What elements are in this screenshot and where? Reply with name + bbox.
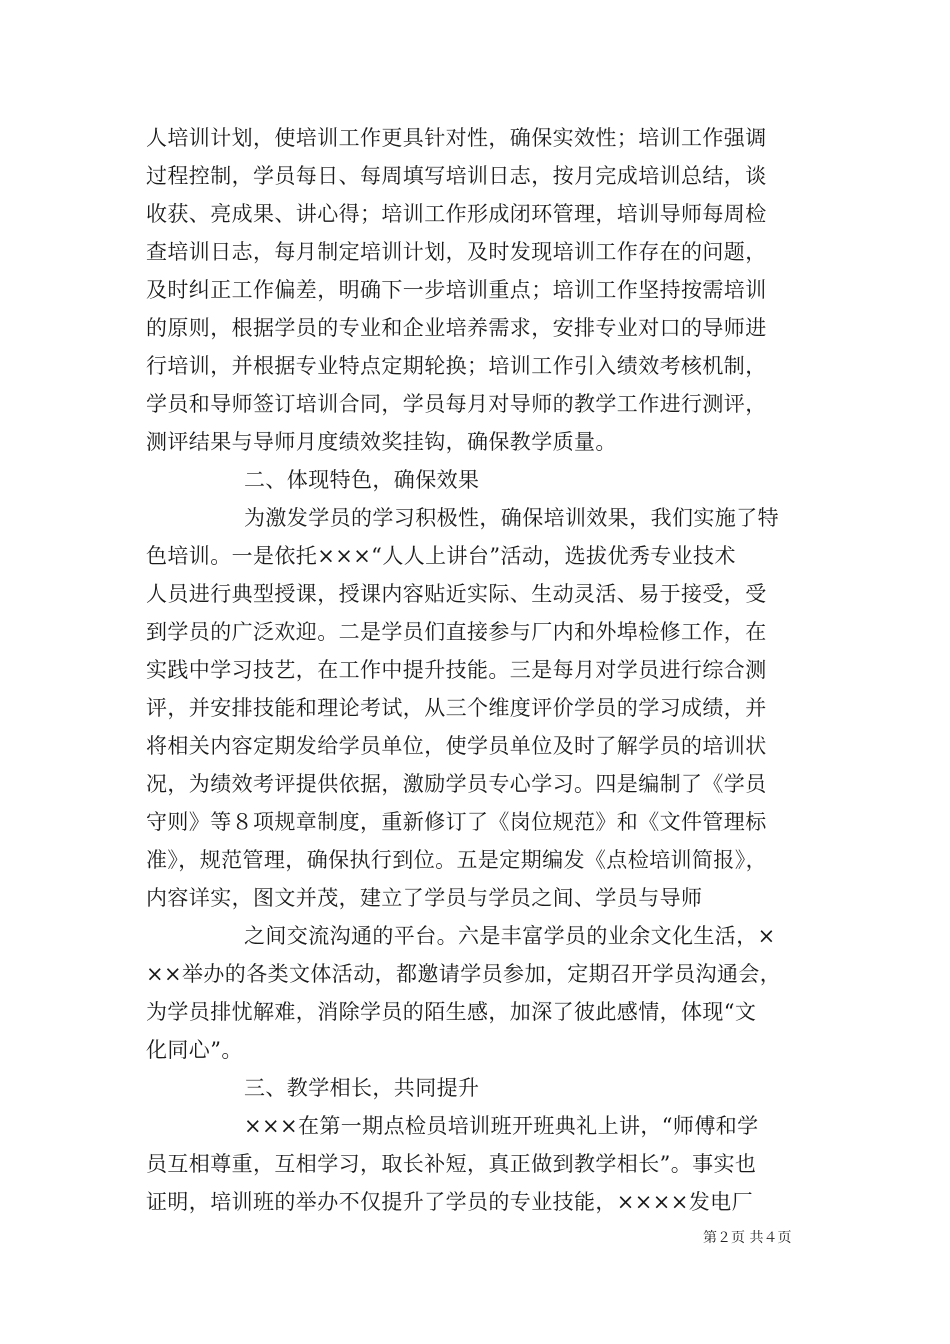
text-line: ××举办的各类文体活动，都邀请学员参加，定期召开学员沟通会， — [146, 962, 782, 986]
section-heading-3: 三、教学相长，共同提升 — [244, 1076, 480, 1100]
page-number-footer: 第２页 共４页 — [703, 1230, 792, 1246]
text-line: 内容详实，图文并茂，建立了学员与学员之间、学员与导师 — [146, 886, 703, 910]
text-line: 到学员的广泛欢迎。二是学员们直接参与厂内和外埠检修工作，在 — [146, 620, 767, 644]
text-line: 化同心”。 — [146, 1038, 243, 1062]
text-line: 色培训。一是依托×××“人人上讲台”活动，选拔优秀专业技术 — [146, 544, 736, 568]
text-line: 过程控制，学员每日、每周填写培训日志，按月完成培训总结，谈 — [146, 164, 767, 188]
section-heading-2: 二、体现特色，确保效果 — [244, 468, 480, 492]
paragraph-first-line: 之间交流沟通的平台。六是丰富学员的业余文化生活，× — [244, 924, 776, 948]
text-line: 况，为绩效考评提供依据，激励学员专心学习。四是编制了《学员 — [146, 772, 767, 796]
text-line: 查培训日志，每月制定培训计划，及时发现培训工作存在的问题， — [146, 240, 767, 264]
text-line: 评，并安排技能和理论考试，从三个维度评价学员的学习成绩，并 — [146, 696, 767, 720]
text-line: 的原则，根据学员的专业和企业培养需求，安排专业对口的导师进 — [146, 316, 767, 340]
text-line: 行培训，并根据专业特点定期轮换；培训工作引入绩效考核机制， — [146, 354, 767, 378]
text-line: 人员进行典型授课，授课内容贴近实际、生动灵活、易于接受，受 — [146, 582, 767, 606]
text-line: 员互相尊重，互相学习，取长补短，真正做到教学相长”。事实也 — [146, 1152, 757, 1176]
body-text — [146, 119, 822, 1221]
paragraph-first-line: ×××在第一期点检员培训班开班典礼上讲，“师傅和学 — [244, 1114, 759, 1138]
text-line: 将相关内容定期发给学员单位，使学员单位及时了解学员的培训状 — [146, 734, 767, 758]
paragraph-first-line: 为激发学员的学习积极性，确保培训效果，我们实施了特 — [244, 506, 779, 530]
text-line: 实践中学习技艺，在工作中提升技能。三是每月对学员进行综合测 — [146, 658, 767, 682]
text-line: 学员和导师签订培训合同，学员每月对导师的教学工作进行测评， — [146, 392, 767, 416]
text-line: 准》，规范管理，确保执行到位。五是定期编发《点检培训简报》， — [146, 848, 767, 872]
text-line: 守则》等８项规章制度，重新修订了《岗位规范》和《文件管理标 — [146, 810, 767, 834]
text-line: 测评结果与导师月度绩效奖挂钩，确保教学质量。 — [146, 430, 617, 454]
text-line: 人培训计划，使培训工作更具针对性，确保实效性；培训工作强调 — [146, 126, 767, 150]
text-line: 为学员排忧解难，消除学员的陌生感，加深了彼此感情，体现“文 — [146, 1000, 757, 1024]
text-line: 收获、亮成果、讲心得；培训工作形成闭环管理，培训导师每周检 — [146, 202, 767, 226]
text-line: 及时纠正工作偏差，明确下一步培训重点；培训工作坚持按需培训 — [146, 278, 767, 302]
text-line: 证明，培训班的举办不仅提升了学员的专业技能，××××发电厂 — [146, 1190, 753, 1214]
